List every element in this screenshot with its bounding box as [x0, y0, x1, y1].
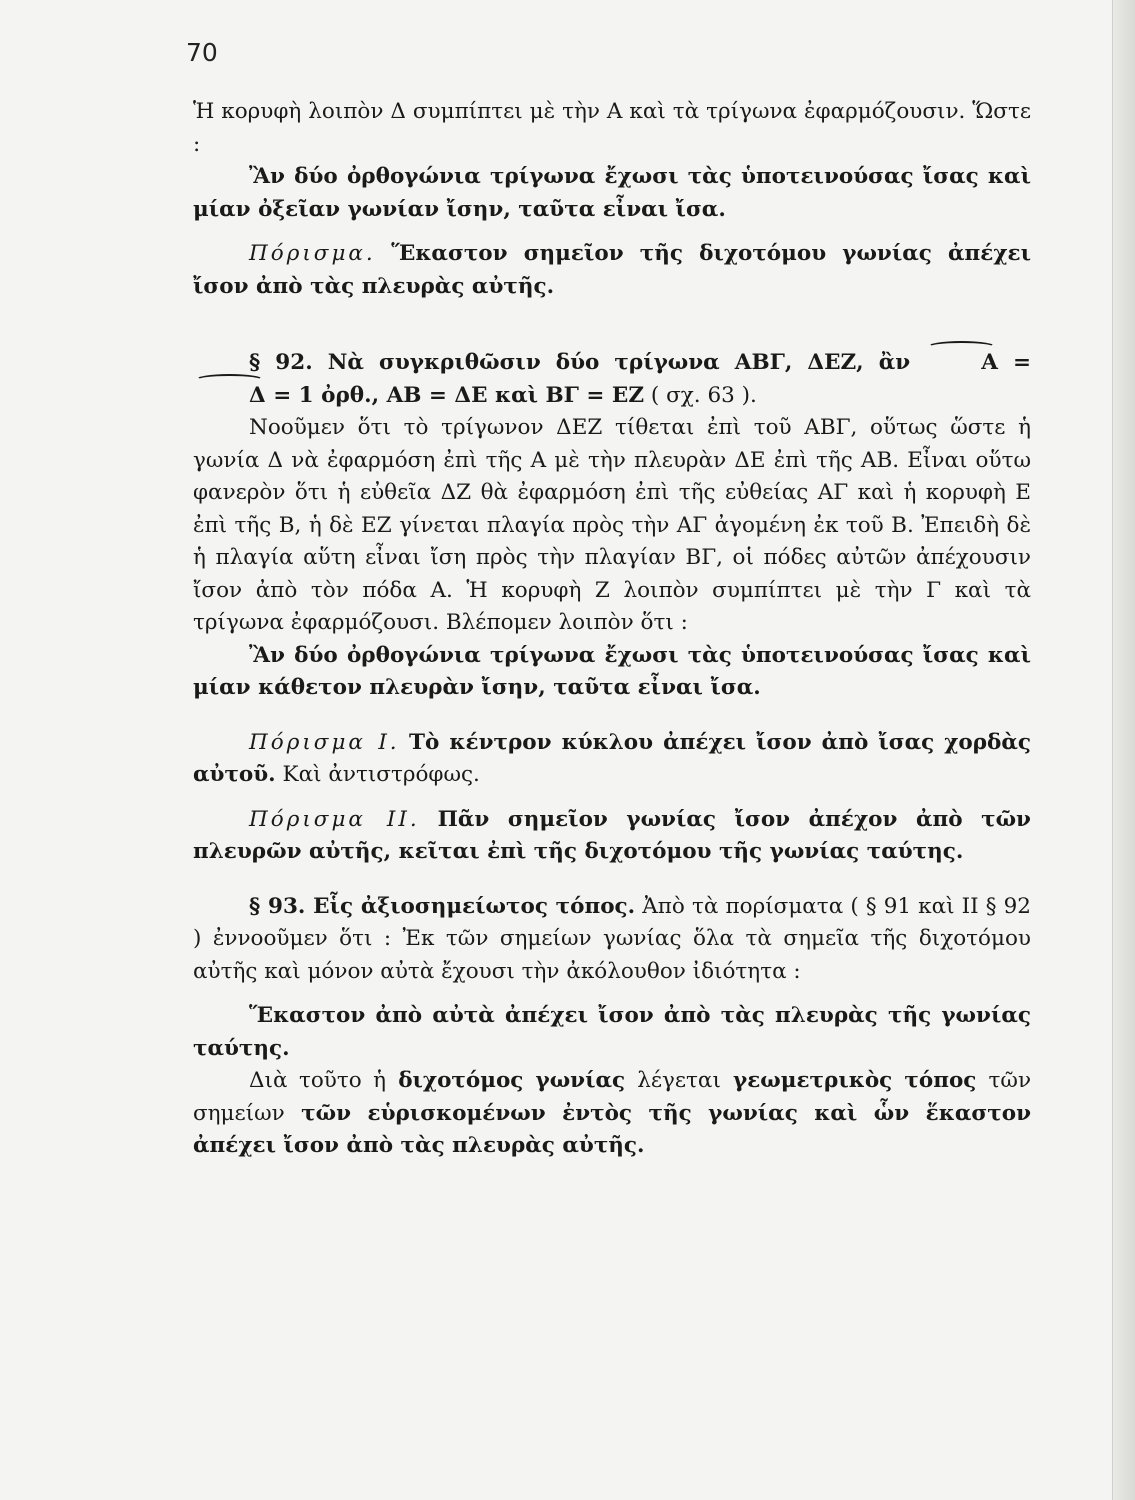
- locus-def-bisector: διχοτόμος γωνίας: [386, 1068, 638, 1093]
- angle-d-symbol: Δ: [193, 380, 266, 413]
- corollary-i-text: Τὸ κέντρον κύκλου ἀπέχει ἴσον ἀπὸ ἴσας χορδὰς αὐτοῦ.: [193, 729, 1032, 787]
- section-92-conditions: = 1 ὀρθ., ΑΒ = ΔΕ καὶ ΒΓ = ΕΖ: [273, 382, 645, 408]
- angle-a-symbol: Α: [925, 347, 998, 380]
- locus-definition: [193, 1065, 1031, 1163]
- paragraph-conclusion-91: Ἡ κορυφὴ λοιπὸν Δ συμπίπτει μὲ τὴν Α καὶ τὰ τρίγωνα ἐφαρμόζουσιν. Ὥστε :: [193, 99, 1031, 157]
- locus-def-part-2: λέγεται: [637, 1068, 721, 1093]
- section-93-text: Ἀπὸ τὰ πορίσματα ( § 91 καὶ ΙΙ § 92 ) ἐννοοῦμεν ὅτι : Ἐκ τῶν σημείων γωνίας ὅλα τὰ σημεῖα τῆς διχοτόμου αὐτῆς καὶ μόνον αὐτὰ ἔχουσι τὴν ἀκόλουθον ἰδιότητα :: [193, 893, 1031, 984]
- locus-def-part-3: τῶν σημείων: [193, 1068, 1032, 1126]
- corollary-label: Πόρισμα.: [249, 241, 376, 266]
- figure-reference: ( σχ. 63 ).: [644, 382, 757, 408]
- corollary-ii-label: Πόρισμα ΙΙ.: [249, 806, 420, 832]
- corollary-i-converse: Καὶ ἀντιστρόφως.: [275, 762, 480, 787]
- corollary-ii: [193, 804, 1031, 869]
- page-number: 70: [186, 38, 218, 67]
- corollary-text: Ἕκαστον σημεῖον τῆς διχοτόμου γωνίας ἀπέχει ἴσον ἀπὸ τὰς πλευρὰς αὐτῆς.: [193, 241, 1031, 299]
- corollary-i-label: Πόρισμα Ι.: [249, 729, 400, 755]
- section-93: [193, 891, 1031, 989]
- theorem-hypotenuse-acute-angle: Ἂν δύο ὀρθογώνια τρίγωνα ἔχωσι τὰς ὑποτεινούσας ἴσας καὶ μίαν ὀξεῖαν γωνίαν ἴσην, ταῦτα εἶναι ἴσα.: [193, 164, 1031, 222]
- theorem-hypotenuse-leg: Ἂν δύο ὀρθογώνια τρίγωνα ἔχωσι τὰς ὑποτεινούσας ἴσας καὶ μίαν κάθετον πλευρὰν ἴσην, ταῦτα εἶναι ἴσα.: [193, 642, 1031, 700]
- locus-def-geometric-locus: γεωμετρικὸς τόπος: [720, 1068, 989, 1093]
- locus-def-part-1: Διὰ τοῦτο ἡ: [249, 1068, 387, 1093]
- section-93-heading: § 93. Εἷς ἀξιοσημείωτος τόπος.: [249, 893, 636, 919]
- page-edge-shadow: [1112, 0, 1135, 1500]
- locus-def-part-4: τῶν εὑρισκομένων ἐντὸς τῆς γωνίας καὶ ὧν ἕκαστον ἀπέχει ἴσον ἀπὸ τὰς πλευρὰς αὐτῆς.: [193, 1100, 1031, 1158]
- section-92-lead: § 92. Νὰ συγκριθῶσιν δύο τρίγωνα ΑΒΓ, ΔΕΖ, ἂν: [249, 350, 911, 375]
- section-92-heading: [193, 347, 1031, 412]
- corollary-bisector: [193, 238, 1031, 303]
- section-92-proof: Νοοῦμεν ὅτι τὸ τρίγωνον ΔΕΖ τίθεται ἐπὶ τοῦ ΑΒΓ, οὕτως ὥστε ἡ γωνία Δ νὰ ἐφαρμόση ἐπὶ τῆς Α μὲ τὴν πλευρὰν ΔΕ ἐπὶ τῆς ΑΒ. Εἶναι οὕτω φανερὸν ὅτι ἡ εὐθεῖα ΔΖ θὰ ἐφαρμόση ἐπὶ τῆς εὐθείας ΑΓ καὶ ἡ κορυφὴ Ε ἐπὶ τῆς Β, ἡ δὲ ΕΖ γίνεται πλαγία πρὸς τὴν ΑΓ ἀγομένη ἐκ τοῦ Β. Ἐπειδὴ δὲ ἡ πλαγία αὕτη εἶναι ἴση πρὸς τὴν πλαγίαν ΒΓ, οἱ πόδες αὐτῶν ἀπέχουσιν ἴσον ἀπὸ τὸν πόδα Α. Ἡ κορυφὴ Ζ λοιπὸν συμπίπτει μὲ τὴν Γ καὶ τὰ τρίγωνα ἐφαρμόζουσι. Βλέπομεν λοιπὸν ὅτι :: [193, 415, 1031, 635]
- corollary-i: [193, 727, 1031, 792]
- equals-sign: =: [1012, 350, 1031, 375]
- page-body: [193, 96, 1031, 1163]
- locus-property: Ἕκαστον ἀπὸ αὐτὰ ἀπέχει ἴσον ἀπὸ τὰς πλευρὰς τῆς γωνίας ταύτης.: [193, 1003, 1031, 1061]
- corollary-ii-text: Πᾶν σημεῖον γωνίας ἴσον ἀπέχον ἀπὸ τῶν πλευρῶν αὐτῆς, κεῖται ἐπὶ τῆς διχοτόμου τῆς γωνίας ταύτης.: [193, 806, 1031, 864]
